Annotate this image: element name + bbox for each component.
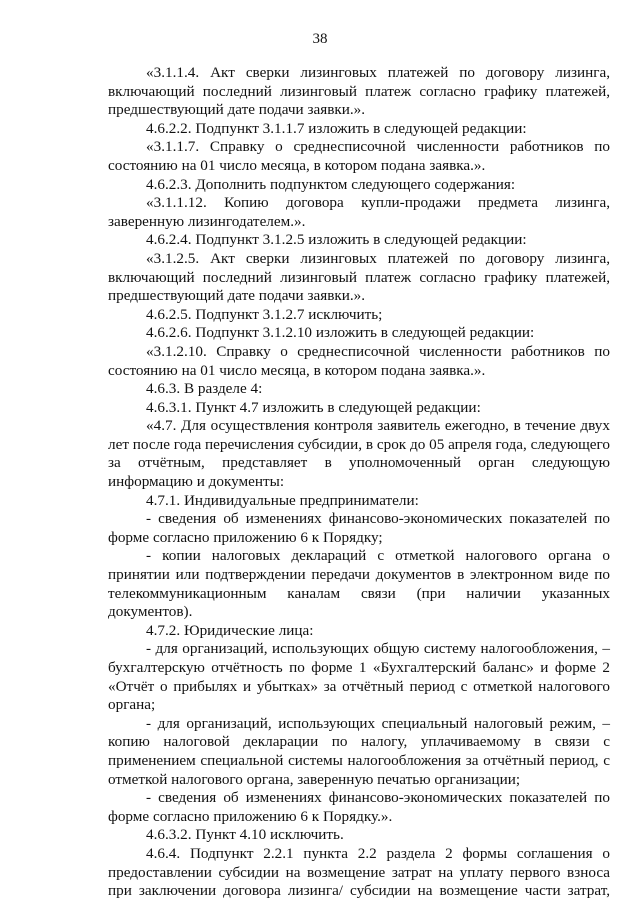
text-line: 4.6.2.4. Подпункт 3.1.2.5 изложить в следующей редакции: (146, 231, 527, 249)
text-line: «3.1.2.10. Справку о среднесписочной численности работников по (146, 342, 610, 360)
text-line: состоянию на 01 число месяца, в котором подана заявка.». (108, 156, 486, 174)
text-line: телекоммуникационным каналам связи (при наличии указанных (108, 584, 610, 602)
text-line: документов). (108, 603, 193, 621)
text-line: - сведения об изменениях финансово-экономических показателей по (146, 510, 610, 528)
text-line: состоянию на 01 число месяца, в котором подана заявка.». (108, 361, 486, 379)
text-line: информацию и документы: (108, 473, 285, 491)
text-line: предшествующий дате подачи заявки.». (108, 287, 366, 305)
text-line: 4.6.3. В разделе 4: (146, 380, 263, 398)
text-line: - сведения об изменениях финансово-экономических показателей по (146, 789, 610, 807)
page-number: 38 (312, 31, 328, 47)
text-line: принятии или подтверждении передачи документов в электронном виде по (108, 566, 610, 584)
text-line: - для организаций, использующих специальный налоговый режим, – (146, 714, 610, 732)
text-line: «3.1.1.12. Копию договора купли-продажи предмета лизинга, (146, 194, 610, 212)
text-line: предшествующий дате подачи заявки.». (108, 101, 366, 119)
text-line: 4.6.2.2. Подпункт 3.1.1.7 изложить в следующей редакции: (146, 119, 527, 137)
text-line: 4.6.2.5. Подпункт 3.1.2.7 исключить; (146, 305, 383, 323)
text-line: предоставлении субсидии на возмещение затрат на уплату первого взноса (108, 863, 610, 881)
text-line: за отчётным, представляет в уполномоченный орган следующую (108, 454, 610, 472)
text-line: включающий последний лизинговый платеж согласно графику платежей, (108, 268, 610, 286)
text-line: - для организаций, использующих общую систему налогообложения, – (146, 640, 610, 658)
text-line: органа; (108, 696, 156, 714)
text-line: 4.6.4. Подпункт 2.2.1 пункта 2.2 раздела 2 формы соглашения о (146, 844, 610, 862)
text-line: 4.6.2.6. Подпункт 3.1.2.10 изложить в следующей редакции: (146, 324, 535, 342)
text-line: «3.1.1.7. Справку о среднесписочной численности работников по (146, 138, 610, 156)
text-line: «3.1.1.4. Акт сверки лизинговых платежей по договору лизинга, (146, 64, 610, 81)
text-line: применением специальной системы налогообложения за отчётный период, с (108, 751, 610, 769)
text-line: 4.7.1. Индивидуальные предприниматели: (146, 491, 419, 509)
text-line: «Отчёт о прибылях и убытках» за отчётный период с отметкой налогового (108, 677, 610, 695)
text-line: 4.6.3.2. Пункт 4.10 исключить. (146, 826, 344, 844)
text-line: - копии налоговых деклараций с отметкой налогового органа о (146, 547, 610, 565)
text-line: «4.7. Для осуществления контроля заявитель ежегодно, в течение двух (146, 417, 610, 435)
document-body (108, 64, 610, 901)
text-line: копию налоговой декларации по налогу, уплачиваемому в связи с (108, 733, 610, 751)
text-line: 4.7.2. Юридические лица: (146, 621, 314, 639)
text-line: лет после года перечисления субсидии, в срок до 05 апреля года, следующего (108, 435, 610, 453)
text-line: отметкой налогового органа, заверенную печатью организации; (108, 770, 521, 788)
text-line: бухгалтерскую отчётность по форме 1 «Бухгалтерский баланс» и форме 2 (108, 659, 610, 676)
text-line: форме согласно приложению 6 к Порядку; (108, 528, 383, 546)
text-line: 4.6.2.3. Дополнить подпунктом следующего содержания: (146, 175, 516, 193)
text-line: при заключении договора лизинга/ субсидии на возмещение части затрат, (108, 882, 610, 900)
text-line: «3.1.2.5. Акт сверки лизинговых платежей по договору лизинга, (146, 249, 610, 267)
text-line: включающий последний лизинговый платеж согласно графику платежей, (108, 82, 610, 100)
text-line: 4.6.3.1. Пункт 4.7 изложить в следующей редакции: (146, 398, 481, 416)
text-line: форме согласно приложению 6 к Порядку.». (108, 807, 393, 825)
text-line: заверенную лизингодателем.». (108, 212, 306, 230)
